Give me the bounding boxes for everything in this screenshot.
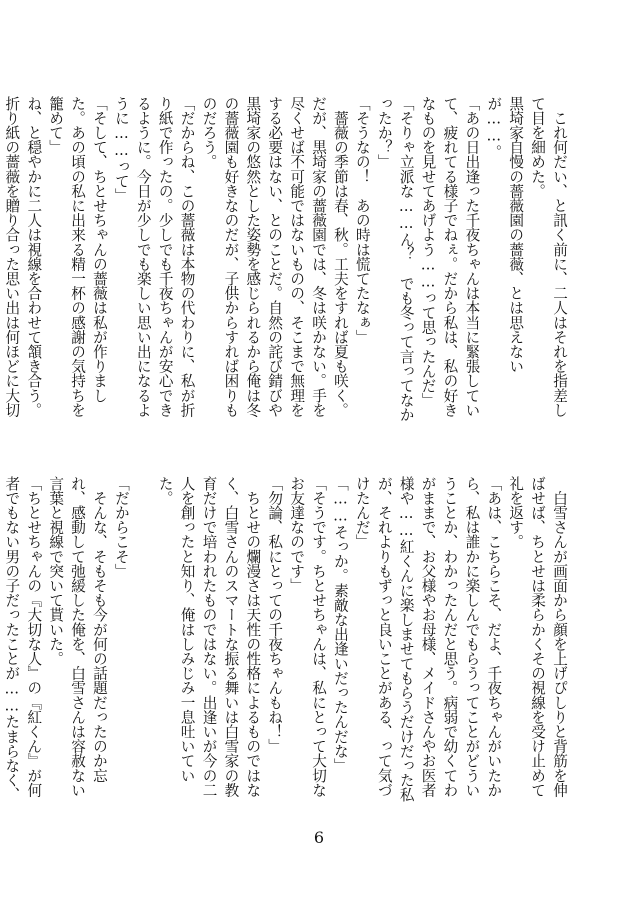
paragraph: 「そうなの！ あの時は慌てたなぁ」 bbox=[353, 96, 371, 345]
paragraph: 「そして、ちとせちゃんの薔薇は私が作りました。あの頃の私に出来る精一杯の感謝の気持ちを籠めて」 bbox=[47, 96, 108, 418]
paragraph: 「あは、こちらこそ、だよ、千夜ちゃんがいたから、私は誰かに楽しんでもらうってことがどういうことか、わかったんだと思う。病弱で幼くてわがままで、お父様やお母様、メイドさんやお医者様や……紅くんに楽しませてもらうだけだった私が、それよりもずっと良いことがある、って気づけたんだ」 bbox=[353, 476, 503, 802]
paragraph: 「あの日出逢った千夜ちゃんは本当に緊張していて、疲れてる様子でねぇ。だから私は、私の好きなものを見せてあげよう……って思ったんだ」 bbox=[419, 96, 481, 418]
upper-text-block bbox=[3, 96, 570, 430]
paragraph: 「勿論、私にとっての千夜ちゃんもね！」 bbox=[266, 476, 284, 754]
paragraph: 白雪さんが画面から顔を上げぴしりと背筋を伸ばせば、ちとせは柔らかくその視線を受け止めて礼を返す。 bbox=[507, 476, 568, 798]
page-number: 6 bbox=[313, 828, 325, 847]
paragraph: 「……そっか。素敵な出逢いだったんだな」 bbox=[331, 476, 349, 773]
paragraph: 「だからね、この薔薇は本物の代わりに、私が折り紙で作ったの。少しでも千夜ちゃんが安心できるように。今日が少しでも楽しい思い出になるように……って」 bbox=[112, 96, 196, 418]
paragraph: 「ちとせちゃんの『大切な人』の『紅くん』が何者でもない男の子だったことが……たまらなく、 bbox=[3, 476, 43, 802]
paragraph: 「だからこそ」 bbox=[112, 476, 130, 579]
paragraph: そんな、そもそも今が何の話題だったのか忘れ、感動して弛緩した俺を、白雪さんは容赦ない言葉と視線で突いて貰いた。 bbox=[47, 476, 108, 798]
lower-text-block bbox=[3, 476, 570, 810]
blank-line bbox=[132, 476, 154, 810]
paragraph: 「そりゃ立派な……ん？ でも冬って言ってなかったか？」 bbox=[375, 96, 415, 422]
paragraph: 「そうです。ちとせちゃんは、私にとって大切なお友達なのです」 bbox=[288, 476, 328, 798]
paragraph: 薔薇の季節は春、秋。工夫をすれば夏も咲く。だが、黒埼家の薔薇園では、冬は咲かない。手を尽くせば不可能ではないものの、そこまで無理をする必要はない、とのことだ。自然の詫び錆びや黒埼家の悠然とした姿勢を感じられるから俺は冬の薔薇園も好きなのだが、子供からすれば困りものだろう。 bbox=[200, 96, 349, 418]
paragraph: 黒埼家自慢の薔薇園の薔薇、とは思えないが……。 bbox=[485, 96, 525, 374]
paragraph: これ何だい、と訊く前に、二人はそれを指差して目を細めた。 bbox=[529, 96, 568, 418]
paragraph: ね、と穏やかに二人は視線を合わせて頷き合う。折り紙の薔薇を贈り合った思い出は何ほどに大切 bbox=[3, 96, 43, 418]
paragraph: ちとせの爛漫さは天性の性格によるものではなく、白雪さんのスマートな振る舞いは白雪家の教育だけで培われたものではない。出逢いが今の二人を創ったと知り、俺はしみじみ一息吐いていた。 bbox=[156, 476, 262, 798]
